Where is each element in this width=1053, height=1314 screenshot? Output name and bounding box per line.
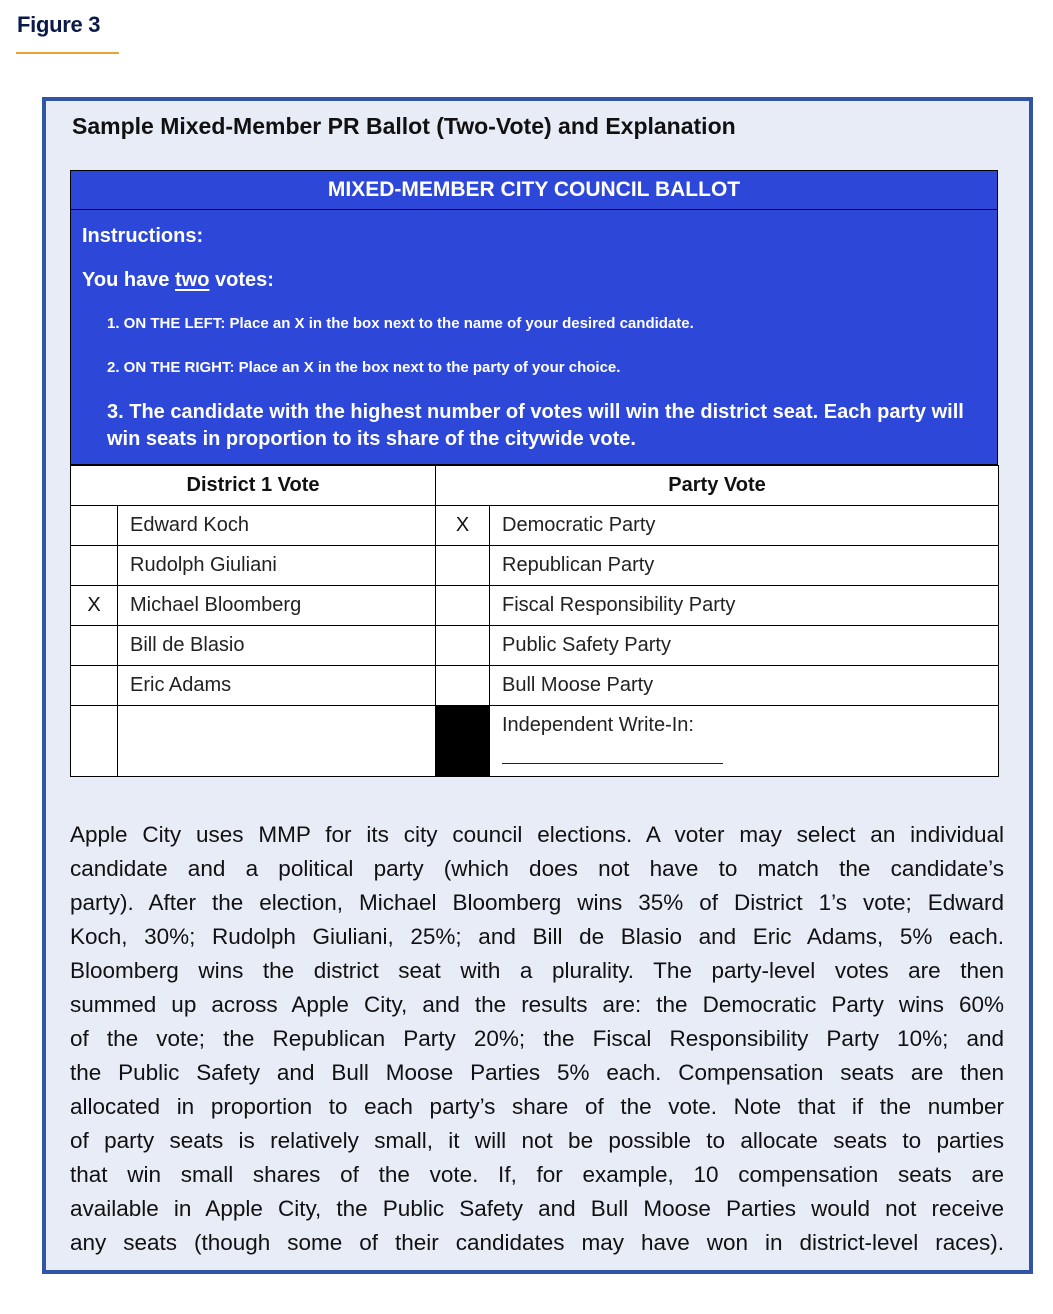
party-checkbox[interactable] xyxy=(436,586,490,626)
panel-title: Sample Mixed-Member PR Ballot (Two-Vote) and Explanation xyxy=(72,113,736,139)
explanation-line: allocated in proportion to each party’s share of the vote. Note that if the number xyxy=(70,1094,1004,1119)
ballot-row xyxy=(71,666,999,706)
ballot-row xyxy=(71,586,999,626)
explanation-line: party). After the election, Michael Bloomberg wins 35% of District 1’s vote; Edward xyxy=(70,890,1004,915)
write-in-cell xyxy=(490,706,999,777)
write-in-party-box-blacked-out xyxy=(436,706,490,777)
party-name: Democratic Party xyxy=(490,506,999,546)
votes-suffix: votes: xyxy=(209,269,274,291)
candidate-checkbox[interactable] xyxy=(71,506,118,546)
explanation-paragraph xyxy=(70,818,1004,1260)
write-in-row xyxy=(71,706,999,777)
party-checkbox[interactable] xyxy=(436,666,490,706)
ballot-header: MIXED-MEMBER CITY COUNCIL BALLOT xyxy=(70,170,998,210)
figure-label-rule xyxy=(16,52,119,54)
figure-panel xyxy=(42,97,1033,1274)
ballot-row xyxy=(71,626,999,666)
instruction-item-2: 2. ON THE RIGHT: Place an X in the box next to the party of your choice. xyxy=(107,359,621,376)
explanation-line: that win small shares of the vote. If, for example, 10 compensation seats are xyxy=(70,1162,1004,1187)
votes-emphasis: two xyxy=(175,269,210,291)
party-name: Fiscal Responsibility Party xyxy=(490,586,999,626)
explanation-line: Bloomberg wins the district seat with a plurality. The party-level votes are then xyxy=(70,958,1004,983)
sample-ballot xyxy=(70,170,998,777)
write-in-candidate-blank xyxy=(118,706,436,777)
instruction-item-3: 3. The candidate with the highest number of votes will win the district seat. Each party will win seats in proportion to its share of the citywide vote. xyxy=(107,401,964,450)
party-name: Republican Party xyxy=(490,546,999,586)
ballot-grid xyxy=(70,465,999,777)
party-name: Public Safety Party xyxy=(490,626,999,666)
party-checkbox[interactable]: X xyxy=(436,506,490,546)
party-checkbox[interactable] xyxy=(436,626,490,666)
candidate-name: Eric Adams xyxy=(118,666,436,706)
candidate-checkbox[interactable]: X xyxy=(71,586,118,626)
ballot-row xyxy=(71,546,999,586)
candidate-checkbox[interactable] xyxy=(71,626,118,666)
write-in-blank-line[interactable] xyxy=(502,763,723,764)
explanation-line: Apple City uses MMP for its city council elections. A voter may select an individual xyxy=(70,822,1004,847)
write-in-candidate-box[interactable] xyxy=(71,706,118,777)
party-checkbox[interactable] xyxy=(436,546,490,586)
explanation-line: of the vote; the Republican Party 20%; the Fiscal Responsibility Party 10%; and xyxy=(70,1026,1004,1051)
party-name: Bull Moose Party xyxy=(490,666,999,706)
district-vote-header: District 1 Vote xyxy=(71,466,436,506)
instruction-item-1: 1. ON THE LEFT: Place an X in the box next to the name of your desired candidate. xyxy=(107,315,694,332)
explanation-line: Koch, 30%; Rudolph Giuliani, 25%; and Bill de Blasio and Eric Adams, 5% each. xyxy=(70,924,1004,949)
explanation-line: of party seats is relatively small, it will not be possible to allocate seats to parties xyxy=(70,1128,1004,1153)
candidate-name: Bill de Blasio xyxy=(118,626,436,666)
write-in-label: Independent Write-In: xyxy=(502,714,694,736)
candidate-name: Michael Bloomberg xyxy=(118,586,436,626)
party-vote-header: Party Vote xyxy=(436,466,999,506)
instructions-label: Instructions: xyxy=(82,225,204,247)
explanation-line: available in Apple City, the Public Safety and Bull Moose Parties would not receive xyxy=(70,1196,1004,1221)
candidate-checkbox[interactable] xyxy=(71,546,118,586)
votes-prefix: You have xyxy=(82,269,175,291)
ballot-instructions xyxy=(70,210,998,465)
explanation-line: the Public Safety and Bull Moose Parties 5% each. Compensation seats are then xyxy=(70,1060,1004,1085)
candidate-name: Rudolph Giuliani xyxy=(118,546,436,586)
explanation-line: candidate and a political party (which does not have to match the candidate’s xyxy=(70,856,1004,881)
explanation-line: any seats (though some of their candidates may have won in district-level races). xyxy=(70,1230,1004,1255)
candidate-checkbox[interactable] xyxy=(71,666,118,706)
explanation-line: summed up across Apple City, and the results are: the Democratic Party wins 60% xyxy=(70,992,1004,1017)
candidate-name: Edward Koch xyxy=(118,506,436,546)
ballot-row xyxy=(71,506,999,546)
votes-count-text xyxy=(82,267,997,311)
figure-label: Figure 3 xyxy=(17,12,101,37)
